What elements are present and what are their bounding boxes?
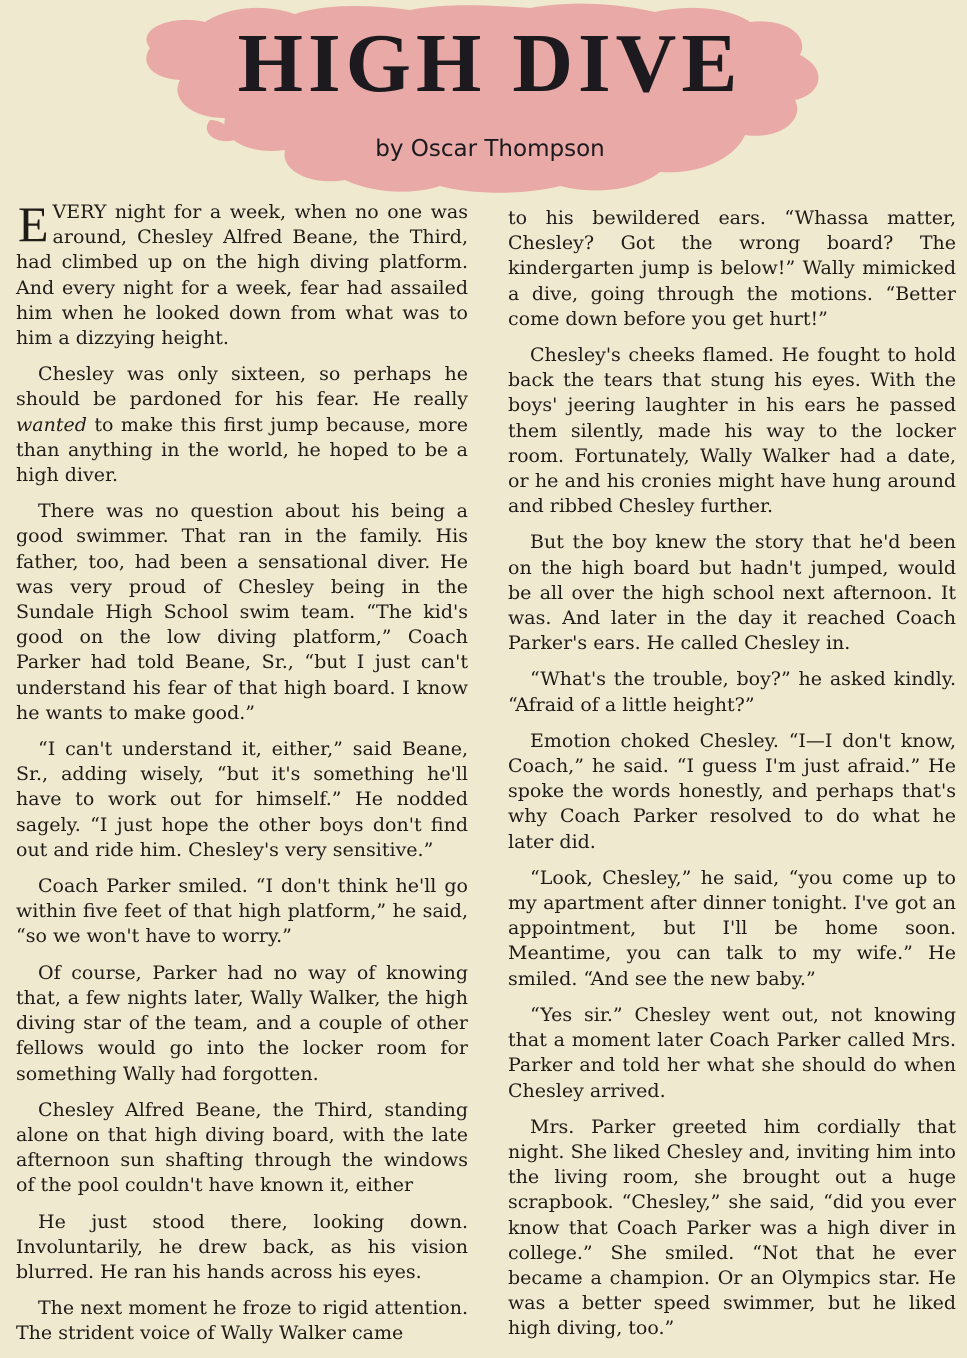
paragraph: “I can't understand it, either,” said Beane, Sr., adding wisely, “but it's something he'll have to work out for himself.” He nodded sagely. “I just hope the other boys don't find out and ride him. Chesley's very sensitive.” [16, 738, 468, 861]
paragraph: Coach Parker smiled. “I don't think he'll go within five feet of that high platform,” he said, “so we won't have to worry.” [16, 875, 468, 948]
paragraph: Emotion choked Chesley. “I—I don't know, Coach,” he said. “I guess I'm just afraid.” He spoke the words honestly, and perhaps that's why Coach Parker resolved to do what he later did. [508, 729, 956, 853]
paragraph: “Yes sir.” Chesley went out, not knowing that a moment later Coach Parker called Mrs. Parker and told her what she should do when Chesley arrived. [508, 1003, 956, 1102]
paragraph: The next moment he froze to rigid attention. The strident voice of Wally Walker came [16, 1297, 468, 1345]
paragraph: He just stood there, looking down. Involuntarily, he drew back, as his vision blurred. He ran his hands across his eyes. [16, 1210, 468, 1283]
paragraph: Chesley Alfred Beane, the Third, standing alone on that high diving board, with the late afternoon sun shafting through the windows of the pool couldn't have known it, either [16, 1098, 468, 1197]
left-column [16, 196, 468, 1358]
drop-cap: E [18, 196, 49, 252]
paragraph [16, 196, 468, 351]
paragraph: Chesley was only sixteen, so perhaps he should be pardoned for his fear. He really wanted to make this first jump because, more than anything in the world, he hoped to be a high diver. [16, 363, 468, 487]
paragraph: to his bewildered ears. “Whassa matter, Chesley? Got the wrong board? The kindergarten jump is below!” Wally mimicked a dive, going through the motions. “Better come down before you get hurt!” [508, 207, 956, 330]
right-column [508, 206, 956, 1353]
paragraph-text: VERY night for a week, when no one was around, Chesley Alfred Beane, the Third, had climbed up on the high diving platform. And every night for a week, fear had assailed him when he looked down from what was to him a dizzying height. [16, 201, 468, 350]
paragraph: “What's the trouble, boy?” he asked kindly. “Afraid of a little height?” [508, 668, 956, 716]
paragraph: Of course, Parker had no way of knowing that, a few nights later, Wally Walker, the high diving star of the team, and a couple of other fellows would go into the locker room for something Wally had forgotten. [16, 961, 468, 1085]
paragraph: Chesley's cheeks flamed. He fought to hold back the tears that stung his eyes. With the boys' jeering laughter in his ears he passed them silently, made his way to the locker room. Fortunately, Wally Walker had a date, or he and his cronies might have hung around and ribbed Chesley further. [508, 344, 956, 518]
article-byline: by Oscar Thompson [375, 136, 605, 162]
paragraph: Mrs. Parker greeted him cordially that night. She liked Chesley and, inviting him into the living room, she brought out a huge scrapbook. “Chesley,” she said, “did you ever know that Coach Parker was a high diver in college.” She smiled. “Not that he ever became a champion. Or an Olympics star. He was a better speed swimmer, but he liked high diving, too.” [508, 1115, 956, 1340]
paragraph: “Look, Chesley,” he said, “you come up to my apartment after dinner tonight. I've got an appointment, but I'll be home soon. Meantime, you can talk to my wife.” He smiled. “And see the new baby.” [508, 866, 956, 990]
paragraph: There was no question about his being a good swimmer. That ran in the family. His father, too, had been a sensational diver. He was very proud of Chesley being in the Sundale High School swim team. “The kid's good on the low diving platform,” Coach Parker had told Beane, Sr., “but I just can't understand his fear of that high board. I know he wants to make good.” [16, 500, 468, 724]
article-title: HIGH DIVE [237, 17, 743, 110]
emphasis: wanted [16, 413, 87, 436]
paragraph: But the boy knew the story that he'd been on the high board but hadn't jumped, would be all over the high school next afternoon. It was. And later in the day it reached Coach Parker's ears. He called Chesley in. [508, 531, 956, 655]
